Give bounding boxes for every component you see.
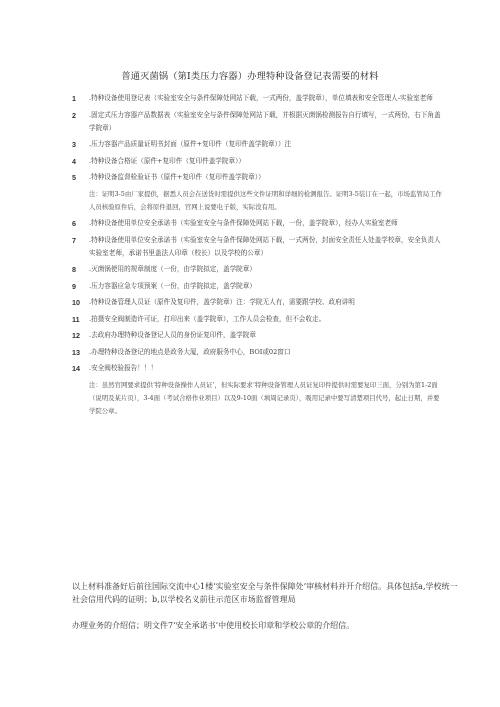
list-item [72,92,444,105]
item-number: 7 [72,235,76,245]
item-text: .特种设备监督检验证书（原件+复印件（复印件盖学院章）） [89,173,265,181]
item-number: 4 [72,156,76,166]
item-text: .特种设备合格证（原件+复印件（复印件盖学院章）） [89,156,245,165]
item-text: .办理特种设备登记的地点是政务大厦，政府服务中心，BOI或02窗口 [89,347,291,356]
item-text: .拍摄安全阀制造许可证，打印出来（盖学院章），工作人员会检查，但不会收走。 [89,314,326,323]
item-number: 6 [72,219,76,228]
item-text: .灭菌锅使用的规章制度（一份，由学院拟定，盖学院章） [89,265,256,273]
item-number: 13 [72,347,80,357]
list-item [72,109,444,135]
item-number: 1 [72,94,76,103]
item-number: 14 [72,364,80,373]
materials-list [72,92,444,421]
document-title: 普通灭菌锅（第Ⅰ类压力容器）办理特种设备登记表需要的材料 [121,71,379,82]
list-item [72,234,444,260]
item-number: 10 [72,298,80,307]
list-item [72,329,444,342]
item-text: .特种设备使用单位安全承诺书（实验室安全与条件保障处网站下载，一式两份，封面安全责任人处盖学校章，安全负责人实验室老师，承诺书里盖法人印章（校长）以及学校的公章） [89,235,441,257]
footer-paragraph: 以上材料准备好后前往国际交流中心1楼‘实验室安全与条件保障处’审核材料并开介绍信。具体包括a,学校统一社会信用代码的证明；b,以学校名义前往示范区市场监督管理局 [72,582,458,604]
item-text: .压力容器应急专项预案（一份，由学院拟定，盖学院章） [89,281,256,290]
list-item [72,296,444,309]
list-item [72,263,444,276]
list-item [72,313,444,326]
list-item [72,138,444,151]
item-number: 8 [72,265,76,274]
item-text: .特种设备使用登记表（实验室安全与条件保障处网站下载，一式两份，盖学院章），单位填表和安全管理人-实验室老师 [89,94,433,102]
item-number: 11 [72,314,80,324]
item-text: .特种设备管理人员证（原件及复印件，盖学院章）注：学院无人有，需要跟学校、政府讲明 [89,298,355,306]
item-number: 3 [72,140,76,149]
footer-paragraph: 办理业务的介绍信；明文件7‘安全承诺书’中使用校长印章和学校公章的介绍信。 [72,621,355,630]
item-text: .固定式压力容器产品数据表（实验室安全与条件保障处网站下载，并根据灭菌锅检测报告自行填写，一式两份，右下角盖学院章） [89,110,441,132]
note-text: 注：虽然官网要求提供‘特种设备操作人员证’，但实际要求‘特种设备管理人员证复印件提供时需要复印三面，分别为第1-2面（说明及某片页），3-4面（考试合格作业项目）以及9-10面（填周记录页），吸用记录中要写清楚项目代号，起止日期，并要学院公章。 [89,380,440,415]
item-number: 9 [72,281,76,291]
list-item [72,155,444,168]
list-item [72,171,444,184]
list-item [72,217,444,230]
list-item [72,280,444,293]
item-number: 5 [72,173,76,182]
list-item [72,346,444,359]
item-number: 2 [72,110,76,120]
item-text: .安全阀校验报告！！！ [89,364,158,372]
note-text: 注：证明3-5由厂家提供，据悉人员会在送货时需提供这些文件证明和详细的检测报告。证明3-5装订在一起，市场监管局工作人员核验原件后，会将原件退回，官网上说要电子版，实际没有用。 [89,189,442,211]
item-text: .去政府办理特种设备登记人员的身份证复印件，盖学院章 [89,331,256,339]
item-text: .特种设备使用单位安全承诺书（实验室安全与条件保障处网站下载，一份，盖学院章），经办人实验室老师 [89,219,398,227]
item-text: .压力容器产品质量证明书封面（原件+复印件（复印件盖学院章））注 [89,140,292,148]
item-number: 12 [72,331,80,340]
list-item [72,362,444,375]
